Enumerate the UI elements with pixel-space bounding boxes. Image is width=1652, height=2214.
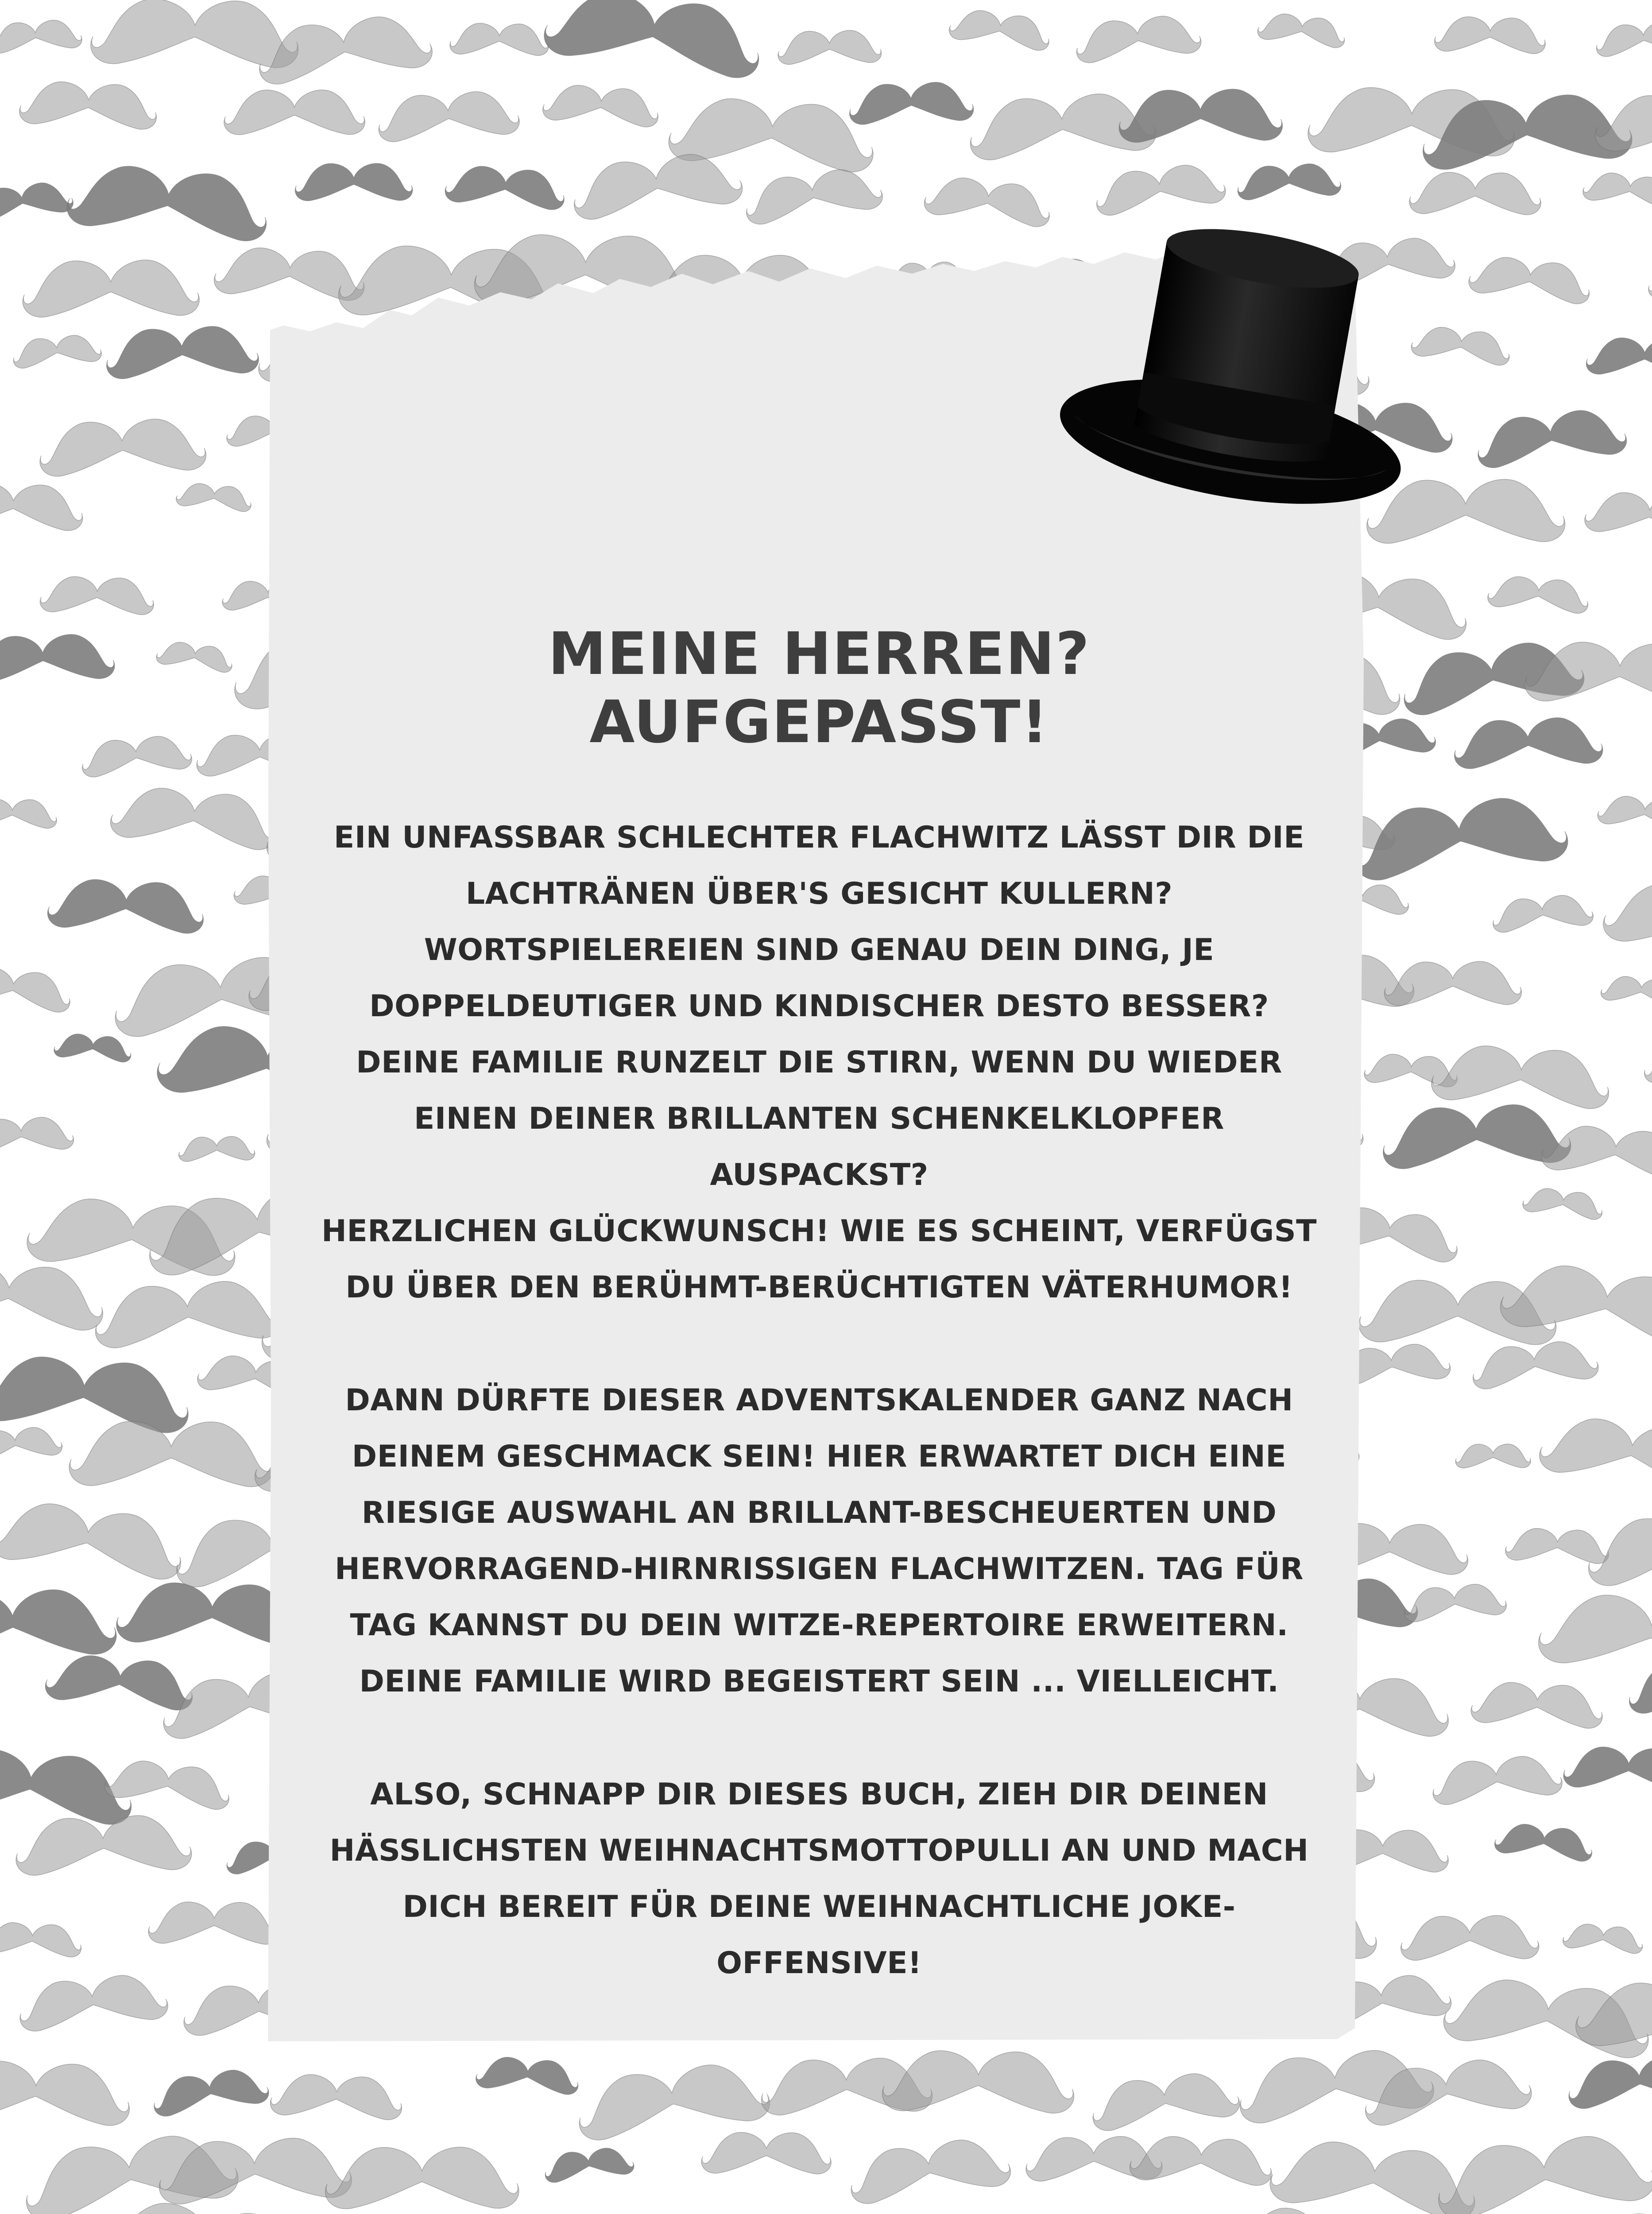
paragraph-line: LACHTRÄNEN ÜBER'S GESICHT KULLERN? xyxy=(465,876,1173,911)
paragraph-line: DU ÜBER DEN BERÜHMT-BERÜCHTIGTEN VÄTERHUMOR! xyxy=(345,1270,1293,1305)
paragraph xyxy=(310,809,1328,1316)
paragraph-line: TAG KANNST DU DEIN WITZE-REPERTOIRE ERWEITERN. xyxy=(350,1608,1288,1643)
top-hat-icon xyxy=(1058,195,1430,531)
main-text-block xyxy=(310,620,1328,2048)
page-title: MEINE HERREN? AUFGEPASST! xyxy=(548,620,1091,756)
paragraph-line: EINEN DEINER BRILLANTEN SCHENKELKLOPFER xyxy=(414,1101,1225,1136)
paragraph-line: DICH BEREIT FÜR DEINE WEIHNACHTLICHE JOKE- xyxy=(402,1889,1236,1924)
paragraph-line: DEINEM GESCHMACK SEIN! HIER ERWARTET DICH EINE xyxy=(352,1439,1287,1474)
paragraph-line: AUSPACKST? xyxy=(710,1157,929,1192)
body-paragraphs xyxy=(310,809,1328,1991)
paragraph-line: DANN DÜRFTE DIESER ADVENTSKALENDER GANZ NACH xyxy=(345,1383,1293,1418)
paragraph-line: OFFENSIVE! xyxy=(716,1946,922,1981)
paragraph-line: HERZLICHEN GLÜCKWUNSCH! WIE ES SCHEINT, VERFÜGST xyxy=(321,1214,1317,1249)
paragraph-line: HÄSSLICHSTEN WEIHNACHTSMOTTOPULLI AN UND MACH xyxy=(329,1833,1309,1868)
paragraph xyxy=(310,1372,1328,1710)
paragraph-line: DEINE FAMILIE WIRD BEGEISTERT SEIN ... VIELLEICHT. xyxy=(359,1664,1279,1699)
paragraph-line: EIN UNFASSBAR SCHLECHTER FLACHWITZ LÄSST DIR DIE xyxy=(333,820,1305,855)
paragraph-line: WORTSPIELEREIEN SIND GENAU DEIN DING, JE xyxy=(424,933,1215,968)
paragraph-line: DOPPELDEUTIGER UND KINDISCHER DESTO BESSER? xyxy=(369,989,1269,1024)
paragraph-line: RIESIGE AUSWAHL AN BRILLANT-BESCHEUERTEN UND xyxy=(361,1495,1277,1530)
paragraph-line: DEINE FAMILIE RUNZELT DIE STIRN, WENN DU WIEDER xyxy=(356,1045,1282,1080)
paragraph xyxy=(310,1766,1328,1991)
paragraph-line: ALSO, SCHNAPP DIR DIESES BUCH, ZIEH DIR DEINEN xyxy=(370,1777,1268,1812)
paragraph-line: HERVORRAGEND-HIRNRISSIGEN FLACHWITZEN. TAG FÜR xyxy=(335,1552,1304,1587)
